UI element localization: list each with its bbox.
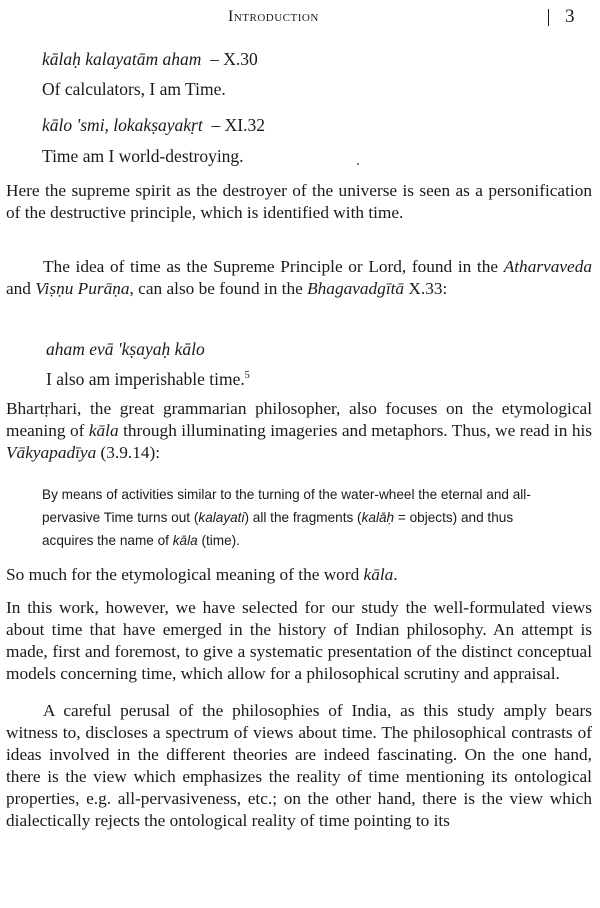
verse-reference: – X.30 — [210, 49, 258, 69]
verse-sanskrit-text: kālaḥ kalayatām aham — [42, 49, 202, 69]
paragraph: Here the supreme spirit as the destroyer of the universe is seen as a personification of the destructive principle, which is identified with time. — [6, 181, 592, 222]
running-head-separator — [548, 9, 549, 26]
verse-translation: Of calculators, I am Time. — [42, 79, 226, 99]
running-head — [0, 8, 600, 32]
verse-sanskrit: aham evā 'kṣayaḥ kālo — [46, 339, 205, 359]
footnote-marker[interactable]: 5 — [244, 370, 250, 382]
paragraph: The idea of time as the Supreme Principle or Lord, found in the Atharvaveda and Viṣṇu Purāṇa, can also be found in the Bhagavadgītā X.33: — [6, 257, 592, 298]
running-head-title: Introduction — [228, 8, 319, 25]
verse-reference: – XI.32 — [211, 115, 265, 135]
print-speck — [357, 163, 359, 165]
verse-sanskrit — [42, 48, 258, 70]
block-quote: By means of activities similar to the turning of the water-wheel the eternal and all-pervasive Time turns out (kalayati) all the fragments (kalāḥ = objects) and thus acquires the name of kāla (time). — [42, 487, 531, 548]
paragraph: A careful perusal of the philosophies of India, as this study amply bears witness to, discloses a spectrum of views about time. The philosophical contrasts of ideas involved in the different theories are indeed fascinating. On the one hand, there is the view which emphasizes the reality of time mentioning its ontological properties, e.g. all-pervasiveness, etc.; on the other hand, there is the view which dialectically rejects the ontological reality of time pointing to its — [6, 701, 592, 830]
verse-sanskrit-text: kālo 'smi, lokakṣayakṛt — [42, 115, 203, 135]
verse-translation: Time am I world-destroying. — [42, 146, 244, 166]
paragraph: So much for the etymological meaning of the word kāla. — [6, 565, 398, 584]
paragraph: In this work, however, we have selected for our study the well-formulated views about time that have emerged in the history of Indian philosophy. An attempt is made, first and foremost, to give a systematic presentation of the distinct conceptual models concerning time, which allow for a philosophical scrutiny and appraisal. — [6, 598, 592, 683]
verse-sanskrit — [42, 114, 265, 136]
paragraph: Bhartṛhari, the great grammarian philosopher, also focuses on the etymological meaning of kāla through illuminating imageries and metaphors. Thus, we read in his Vākyapadīya (3.9.14): — [6, 399, 592, 462]
verse-translation: I also am imperishable time.$^5$ — [46, 369, 250, 389]
page-number: 3 — [565, 6, 575, 27]
